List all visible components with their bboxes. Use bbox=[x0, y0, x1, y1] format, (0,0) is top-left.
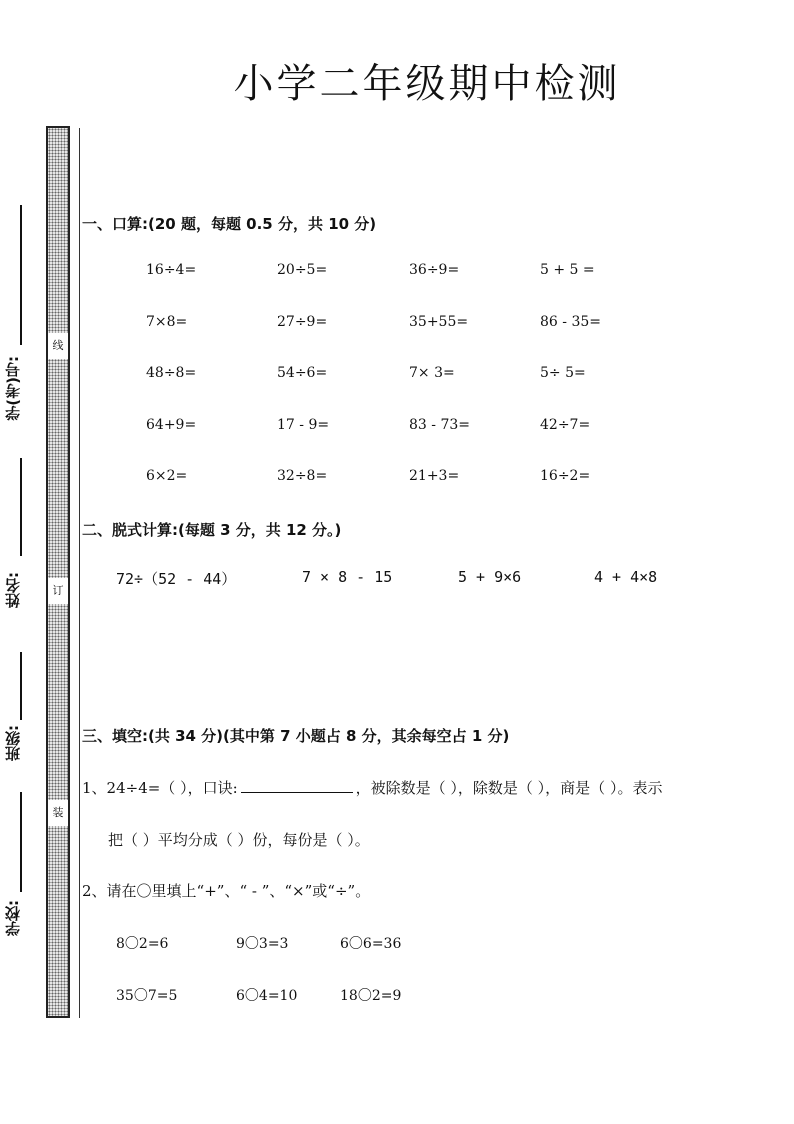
question-2: 2、请在〇里填上“+”、“ - ”、“×”或“÷”。 bbox=[82, 882, 371, 900]
oral-calc-item: 86 - 35= bbox=[540, 313, 601, 330]
student-no-label: 学(考)号: bbox=[4, 356, 22, 421]
oral-calc-item: 42÷7= bbox=[540, 416, 591, 433]
name-rule bbox=[20, 458, 22, 556]
oral-calc-item: 17 - 9= bbox=[277, 416, 330, 433]
question-1-part-b: ，被除数是（ ），除数是（ ），商是（ ）。表示 bbox=[355, 779, 663, 797]
oral-calc-item: 6×2= bbox=[146, 468, 188, 484]
student-no-rule bbox=[20, 205, 22, 345]
class-rule bbox=[20, 652, 22, 720]
symbol-item: 35〇7=5 bbox=[116, 988, 178, 1004]
calc-item-1: 72÷（52 - 44） bbox=[116, 570, 237, 588]
oral-calc-item: 16÷4= bbox=[146, 262, 197, 278]
oral-calc-item: 48÷8= bbox=[146, 365, 197, 381]
binding-label-zhuang: 装 bbox=[48, 800, 68, 826]
calc-item-3: 5 + 9×6 bbox=[458, 568, 522, 586]
binding-label-xian: 线 bbox=[48, 333, 68, 359]
section3-heading: 三、填空:(共 34 分)(其中第 7 小题占 8 分，其余每空占 1 分) bbox=[82, 727, 510, 745]
name-label: 姓名: bbox=[4, 572, 22, 608]
oral-calc-item: 35+55= bbox=[409, 313, 469, 330]
binding-strip bbox=[46, 126, 70, 1018]
question-1-part-a: 1、24÷4=（ ），口诀: bbox=[82, 779, 238, 797]
margin-divider bbox=[79, 128, 80, 1018]
symbol-item: 6〇4=10 bbox=[236, 988, 298, 1004]
oral-calc-item: 83 - 73= bbox=[409, 416, 470, 433]
section2-heading: 二、脱式计算:(每题 3 分，共 12 分。) bbox=[82, 521, 342, 539]
oral-calc-item: 7×8= bbox=[146, 313, 188, 330]
oral-calc-item: 5 + 5 = bbox=[540, 262, 595, 278]
symbol-item: 6〇6=36 bbox=[340, 936, 402, 952]
question-1-line-2: 把（ ）平均分成（ ）份，每份是（ ）。 bbox=[108, 831, 370, 849]
symbol-item: 18〇2=9 bbox=[340, 988, 402, 1004]
class-label: 班级: bbox=[4, 725, 22, 761]
oral-calc-item: 21+3= bbox=[409, 468, 460, 484]
oral-calc-item: 5÷ 5= bbox=[540, 365, 586, 381]
oral-calc-item: 54÷6= bbox=[277, 365, 328, 381]
oral-calc-item: 20÷5= bbox=[277, 262, 328, 278]
school-label: 学校: bbox=[4, 900, 22, 936]
oral-calc-item: 16÷2= bbox=[540, 468, 591, 484]
symbol-item: 8〇2=6 bbox=[116, 936, 169, 952]
oral-calc-item: 7× 3= bbox=[409, 365, 455, 381]
oral-calc-item: 36÷9= bbox=[409, 262, 460, 278]
calc-item-4: 4 + 4×8 bbox=[594, 568, 658, 586]
calc-item-2: 7 × 8 - 15 bbox=[302, 568, 393, 586]
question-1-line-1 bbox=[82, 777, 662, 798]
answer-blank[interactable] bbox=[241, 778, 353, 793]
section1-heading: 一、口算:(20 题，每题 0.5 分，共 10 分) bbox=[82, 215, 377, 233]
oral-calc-item: 27÷9= bbox=[277, 313, 328, 330]
page-title: 小学二年级期中检测 bbox=[233, 61, 621, 107]
binding-label-ding: 订 bbox=[48, 578, 68, 604]
symbol-item: 9〇3=3 bbox=[236, 936, 289, 952]
oral-calc-item: 64+9= bbox=[146, 416, 197, 433]
school-rule bbox=[20, 792, 22, 892]
oral-calc-item: 32÷8= bbox=[277, 468, 328, 484]
